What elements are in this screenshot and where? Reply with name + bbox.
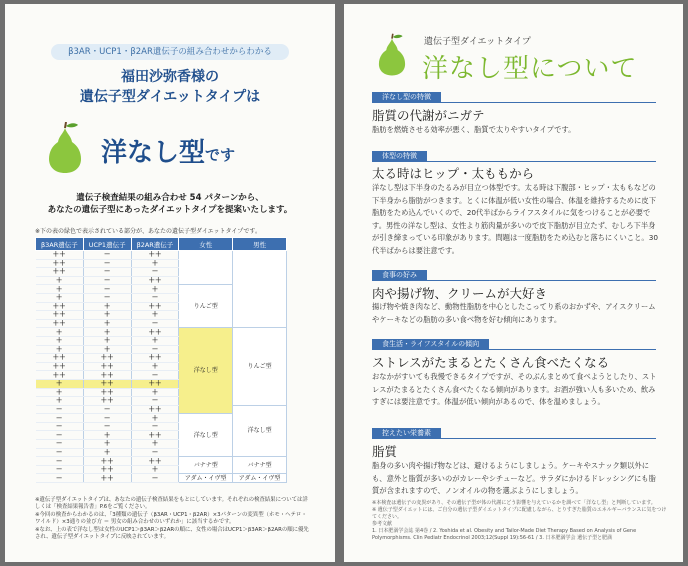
footnote: ※今回の検査からわかるのは、「3種類の遺伝子（β3AR・UCP1・β2AR）×3パターンの変異型（ホモ・ヘテロ・ワイルド）×3通りの並び方 ＝ 男女の組み合わせのいずれか」に該当するかです。 bbox=[35, 511, 307, 526]
genotype-cell: ＋ bbox=[83, 431, 131, 440]
genotype-table bbox=[35, 237, 287, 483]
male-type-cell: りんご型 bbox=[233, 328, 287, 405]
female-type-cell bbox=[179, 251, 233, 285]
genotype-cell: － bbox=[36, 431, 84, 440]
genotype-cell: ＋＋ bbox=[131, 457, 179, 466]
genotype-cell: ＋ bbox=[36, 328, 84, 337]
genotype-cell: － bbox=[36, 465, 84, 474]
genotype-cell: ＋ bbox=[83, 328, 131, 337]
genotype-cell: ＋ bbox=[131, 440, 179, 449]
section-label: 体型の特徴 bbox=[372, 151, 427, 162]
table-row bbox=[36, 474, 287, 483]
genotype-cell: － bbox=[83, 268, 131, 277]
genotype-cell: － bbox=[36, 422, 84, 431]
genotype-cell: ＋ bbox=[83, 336, 131, 345]
genotype-cell: ＋ bbox=[131, 414, 179, 423]
lead-text-1: 遺伝子検査結果の組み合わせ 54 パターンから、 bbox=[76, 193, 264, 203]
genotype-cell: ＋ bbox=[83, 319, 131, 328]
genotype-cell: － bbox=[131, 422, 179, 431]
genotype-cell: － bbox=[36, 457, 84, 466]
page-title: 洋なし型について bbox=[422, 54, 638, 84]
genotype-cell: ＋ bbox=[131, 311, 179, 320]
male-type-cell bbox=[233, 251, 287, 328]
genotype-cell: ＋＋ bbox=[83, 388, 131, 397]
genotype-cell: ＋ bbox=[83, 302, 131, 311]
genotype-cell: － bbox=[131, 293, 179, 302]
lead-text-2: あなたの遺伝子型にあったダイエットタイプを提案いたします。 bbox=[47, 205, 293, 215]
genotype-cell: － bbox=[83, 405, 131, 414]
section-label: 食生活・ライフスタイルの傾向 bbox=[372, 339, 489, 350]
table-row bbox=[36, 405, 287, 414]
section-heading: 太る時はヒップ・太ももから bbox=[372, 166, 535, 181]
genotype-cell: ＋ bbox=[131, 465, 179, 474]
table-note: ※下の表の緑色で表示されている部分が、あなたの遺伝子型ダイエットタイプです。 bbox=[35, 228, 261, 235]
genotype-cell: － bbox=[36, 414, 84, 423]
table-row bbox=[36, 251, 287, 260]
header-b3ar: β3AR遺伝子 bbox=[36, 238, 84, 251]
female-type-cell: りんご型 bbox=[179, 285, 233, 328]
section-body: おなかがすいても我慢できるタイプですが、そのぶんまとめて食べようとしたり、ストレスがたまるとたくさん食べたくなる傾向があります。お酒が強い人も多いため、飲みすぎには要注意です。体温が低い傾向があるので、体を温めましょう。 bbox=[372, 372, 657, 406]
table-row bbox=[36, 328, 287, 337]
references bbox=[372, 500, 667, 542]
genotype-cell: ＋＋ bbox=[83, 457, 131, 466]
header-ucp1: UCP1遺伝子 bbox=[83, 238, 131, 251]
genotype-cell: ＋＋ bbox=[83, 465, 131, 474]
genotype-cell: － bbox=[131, 319, 179, 328]
genotype-cell: ＋＋ bbox=[36, 311, 84, 320]
type-caption: 遺伝子型ダイエットタイプ bbox=[424, 37, 531, 47]
section-heading: 脂質 bbox=[372, 444, 398, 459]
genotype-cell: ＋ bbox=[36, 336, 84, 345]
genotype-cell: ＋＋ bbox=[83, 354, 131, 363]
genotype-cell: ＋ bbox=[36, 388, 84, 397]
reference-line: ※本検査は遺伝子の変異があり、その遺伝子型が体の代謝にどう影響を与えているかを調べて「洋なし型」と判断しています。 bbox=[372, 500, 656, 506]
genotype-cell: ＋＋ bbox=[36, 302, 84, 311]
genotype-cell: ＋＋ bbox=[36, 259, 84, 268]
genotype-cell: ＋ bbox=[131, 259, 179, 268]
genotype-cell: ＋ bbox=[36, 345, 84, 354]
male-type-cell: アダム・イヴ型 bbox=[233, 474, 287, 483]
title-line-2: 遺伝子型ダイエットタイプは bbox=[79, 89, 261, 105]
genotype-cell: ＋ bbox=[131, 336, 179, 345]
genotype-cell: ＋ bbox=[36, 293, 84, 302]
female-type-cell: 洋なし型 bbox=[179, 328, 233, 414]
section-divider bbox=[372, 161, 656, 162]
footnote: ※なお、上の表で洋なし型は女性のUCP1＞β3AR＞β2ARの順に、女性の場合はUCP1＞β3AR＞β2ARの順に優先され、遺伝子型ダイエットタイプに反映されています。 bbox=[35, 526, 309, 541]
section-label: 食事の好み bbox=[372, 270, 427, 281]
genotype-cell: ＋＋ bbox=[131, 328, 179, 337]
header-female: 女性 bbox=[179, 238, 233, 251]
diet-type-suffix: です bbox=[205, 146, 236, 164]
subtitle-pill: β3AR・UCP1・β2AR遺伝子の組み合わせからわかる bbox=[51, 44, 289, 60]
reference-line: 参考文献 bbox=[372, 521, 393, 527]
genotype-cell: ＋＋ bbox=[131, 431, 179, 440]
genotype-cell: － bbox=[83, 414, 131, 423]
female-type-cell: アダム・イヴ型 bbox=[179, 474, 233, 483]
genotype-cell: ＋＋ bbox=[131, 251, 179, 260]
genotype-cell: － bbox=[83, 276, 131, 285]
genotype-cell: ＋＋ bbox=[83, 362, 131, 371]
genotype-cell: ＋＋ bbox=[36, 251, 84, 260]
genotype-cell: － bbox=[83, 422, 131, 431]
genotype-cell: － bbox=[83, 259, 131, 268]
genotype-cell: ＋＋ bbox=[83, 474, 131, 483]
genotype-cell: － bbox=[36, 440, 84, 449]
section-divider bbox=[372, 438, 656, 439]
genotype-cell: － bbox=[83, 285, 131, 294]
male-type-cell: 洋なし型 bbox=[233, 405, 287, 457]
footnote: ※遺伝子型ダイエットタイプは、あなたの遺伝子検査結果をもとにしています。それぞれの検査結果については詳しくは「検査結果報告書」P.6をご覧ください。 bbox=[35, 497, 308, 511]
genotype-cell: ＋＋ bbox=[36, 319, 84, 328]
diet-type-name: 洋なし型 bbox=[101, 138, 206, 168]
genotype-cell: ＋＋ bbox=[131, 302, 179, 311]
header-male: 男性 bbox=[233, 238, 287, 251]
genotype-cell: － bbox=[131, 268, 179, 277]
section-label: 洋なし型の特徴 bbox=[372, 92, 441, 103]
genotype-cell: ＋ bbox=[83, 311, 131, 320]
female-type-cell: バナナ型 bbox=[179, 457, 233, 474]
genotype-cell: ＋ bbox=[36, 379, 84, 388]
genotype-cell: ＋＋ bbox=[36, 371, 84, 380]
section-divider bbox=[372, 280, 656, 281]
genotype-cell: ＋ bbox=[36, 276, 84, 285]
section-divider bbox=[372, 102, 656, 103]
section-body: 揚げ物や焼き肉など、動物性脂肪を中心としたこってり系のおかずや、アイスクリームやケーキなどの脂肪の多い食べ物を好む傾向にあります。 bbox=[372, 302, 656, 324]
section-label: 控えたい栄養素 bbox=[372, 428, 441, 439]
pear-icon bbox=[43, 122, 87, 174]
genotype-cell: ＋＋ bbox=[83, 371, 131, 380]
genotype-cell: ＋ bbox=[131, 362, 179, 371]
genotype-cell: ＋＋ bbox=[36, 362, 84, 371]
genotype-cell: ＋＋ bbox=[131, 354, 179, 363]
reference-line: 1. 日本肥満学会誌 第4巻 / 2. Yoshida et al. Obesity and Tailor-Made Diet Therapy Based on Analysis of Gene Polymorphisms. Clin Pediatr Endocrinol 2003;12(Suppl 19):56-61 / 3. 日本肥満学会 遺伝子型と肥満 bbox=[372, 528, 637, 541]
genotype-cell: ＋ bbox=[83, 440, 131, 449]
genotype-cell: ＋ bbox=[83, 448, 131, 457]
genotype-cell: ＋ bbox=[131, 388, 179, 397]
left-footnotes bbox=[35, 497, 310, 541]
genotype-cell: ＋＋ bbox=[36, 268, 84, 277]
genotype-cell: ＋ bbox=[36, 285, 84, 294]
section-body: 脂身の多い肉や揚げ物などは、避けるようにしましょう。ケーキやスナック類以外にも、意外と脂質が多いのがカレーやシチューなど。サラダにかけるドレッシングにも脂質が含まれますので、ノンオイルの物を選ぶようにしましょう。 bbox=[372, 461, 656, 495]
genotype-cell: － bbox=[83, 293, 131, 302]
section-body: 脂肪を燃焼させる効率が悪く、脂質で太りやすいタイプです。 bbox=[372, 125, 576, 134]
genotype-cell: － bbox=[131, 397, 179, 406]
table-row bbox=[36, 457, 287, 466]
female-type-cell: 洋なし型 bbox=[179, 414, 233, 457]
genotype-cell: － bbox=[131, 448, 179, 457]
genotype-cell: － bbox=[36, 474, 84, 483]
genotype-cell: ＋ bbox=[131, 285, 179, 294]
section-heading: 脂質の代謝がニガテ bbox=[372, 108, 485, 123]
section-divider bbox=[372, 349, 656, 350]
genotype-cell: ＋ bbox=[83, 345, 131, 354]
genotype-cell: － bbox=[36, 448, 84, 457]
title-line-1: 福田沙弥香様の bbox=[121, 69, 219, 85]
genotype-cell: － bbox=[131, 474, 179, 483]
left-page bbox=[5, 4, 335, 562]
genotype-cell: ＋＋ bbox=[131, 405, 179, 414]
genotype-cell: ＋＋ bbox=[131, 276, 179, 285]
reference-line: ※ 遺伝子型ダイエットには、ご自分の遺伝子型ダイエットタイプに配慮しながら、とりすぎた脂質のエネルギーバランスに気をつけてください。 bbox=[372, 507, 667, 520]
header-b2ar: β2AR遺伝子 bbox=[131, 238, 179, 251]
male-type-cell: バナナ型 bbox=[233, 457, 287, 474]
genotype-cell: ＋＋ bbox=[83, 379, 131, 388]
right-page bbox=[344, 4, 683, 562]
section-heading: ストレスがたまるとたくさん食べたくなる bbox=[372, 355, 610, 370]
genotype-cell: ＋＋ bbox=[131, 379, 179, 388]
genotype-cell: － bbox=[36, 405, 84, 414]
genotype-cell: － bbox=[131, 371, 179, 380]
section-body: 洋なし型は下半身のたるみが目立つ体型です。太る時は下腹部・ヒップ・太ももなどの下半身から脂肪がつきます。とくに体温が低い女性の場合、体温を維持するために皮下脂肪をため込んでいくので、20代半ばからライフスタイルに気をつけることが必要です。男性の洋なし型は、女性より筋肉量が多いので皮下脂肪が目立たず、むしろ下半身が引き締まっている印象があります。問題は一度脂肪をため込むと落ちにくいこと。30代半ばからは要注意です。 bbox=[372, 183, 658, 255]
pear-icon bbox=[374, 32, 410, 78]
genotype-cell: － bbox=[131, 345, 179, 354]
genotype-cell: ＋ bbox=[36, 397, 84, 406]
genotype-cell: ＋＋ bbox=[36, 354, 84, 363]
genotype-cell: ＋＋ bbox=[83, 397, 131, 406]
genotype-cell: － bbox=[83, 251, 131, 260]
section-heading: 肉や揚げ物、クリームが大好き bbox=[372, 286, 548, 301]
